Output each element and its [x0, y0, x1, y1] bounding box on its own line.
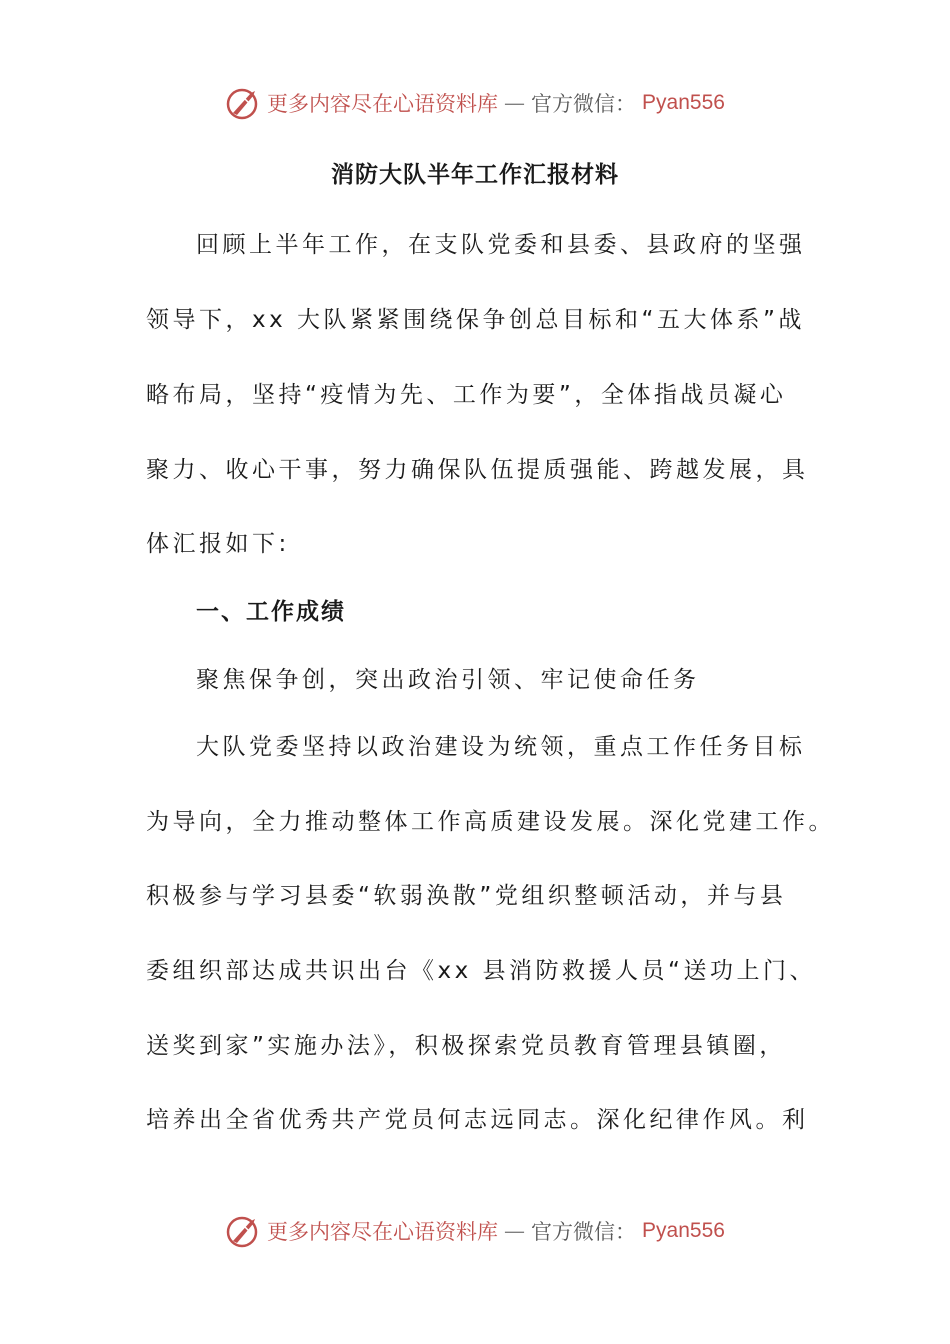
- banner-brand-text: 更多内容尽在心语资料库: [267, 1220, 499, 1244]
- body-line-6: 培养出全省优秀共产党员何志远同志。深化纪律作风。利: [146, 1107, 809, 1133]
- body-line-4: 委组织部达成共识出台《xx 县消防救援人员“送功上门、: [146, 958, 816, 984]
- intro-line-4: 聚力、收心干事，努力确保队伍提质强能、跨越发展，具: [146, 457, 809, 483]
- quill-logo-icon: [225, 85, 261, 121]
- banner-wechat-label: 官方微信：: [531, 92, 637, 116]
- intro-line-2: 领导下，xx 大队紧紧围绕保争创总目标和“五大体系”战: [146, 307, 805, 333]
- intro-line-3: 略布局，坚持“疫情为先、工作为要”，全体指战员凝心: [146, 382, 787, 408]
- intro-line-1: 回顾上半年工作，在支队党委和县委、县政府的坚强: [196, 232, 806, 258]
- banner-wechat-id: Pyan556: [642, 91, 725, 114]
- banner-dash: —: [504, 91, 526, 115]
- quill-logo-icon: [225, 1213, 261, 1249]
- banner-wechat-label: 官方微信：: [531, 1220, 637, 1244]
- document-title: 消防大队半年工作汇报材料: [331, 162, 619, 188]
- header-banner: [0, 83, 950, 123]
- footer-banner: [0, 1211, 950, 1251]
- section-heading-achievements: 一、工作成绩: [196, 599, 346, 625]
- body-line-5: 送奖到家”实施办法》，积极探索党员教育管理县镇圈，: [146, 1033, 786, 1059]
- banner-brand-text: 更多内容尽在心语资料库: [267, 92, 499, 116]
- banner-dash: —: [504, 1219, 526, 1243]
- banner-wechat-id: Pyan556: [642, 1219, 725, 1242]
- body-line-1: 大队党委坚持以政治建设为统领，重点工作任务目标: [196, 734, 806, 760]
- body-line-3: 积极参与学习县委“软弱涣散”党组织整顿活动，并与县: [146, 883, 787, 909]
- body-line-2: 为导向，全力推动整体工作高质建设发展。深化党建工作。: [146, 809, 835, 835]
- subheading: 聚焦保争创，突出政治引领、牢记使命任务: [196, 667, 700, 693]
- intro-line-5: 体汇报如下:: [146, 531, 290, 557]
